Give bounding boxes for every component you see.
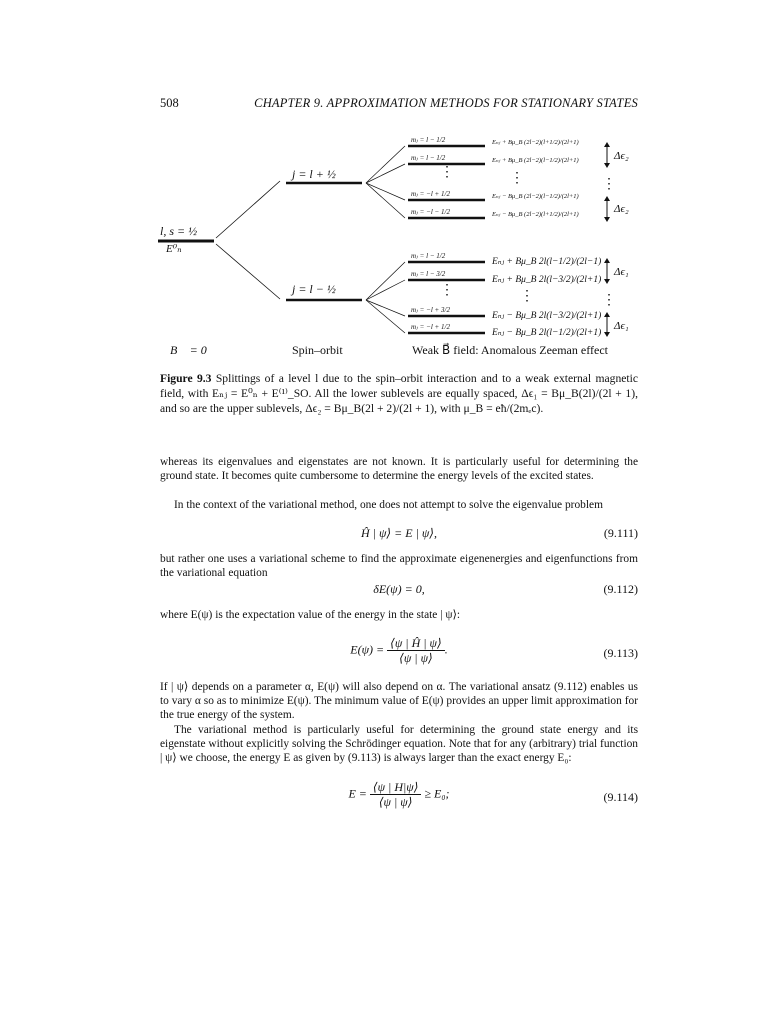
equation-body: δE(ψ) = 0,: [373, 582, 425, 596]
equation-9-113: E(ψ) = $\frac{⟨\psi | Ĥ | \psi⟩}{⟨\psi | \psi⟩}$ . (9.113): [350, 636, 638, 665]
paragraph-4: where E(ψ) is the expectation value of the energy in the state | ψ⟩:: [160, 609, 461, 621]
upper-mj-label: mⱼ = l − 1/2: [411, 154, 446, 162]
figure-caption: [160, 371, 638, 416]
lower-mj-label: mⱼ = l − 1/2: [411, 252, 446, 260]
fan-lower-2: [366, 280, 405, 300]
zeeman-splitting-diagram: [150, 128, 630, 360]
lower-mj-label: mⱼ = l − 3/2: [411, 270, 446, 278]
vertical-ellipsis-delta-lower: ⋮: [602, 293, 616, 308]
caption-label: Figure 9.3: [160, 372, 212, 385]
branch-upper: [216, 181, 280, 238]
equation-number: (9.111): [603, 526, 638, 540]
upper-energy-label: Eₙⱼ − Bμ_B (2l−2)(l−1/2)/(2l+1): [492, 193, 579, 200]
paragraph-1: whereas its eigenvalues and eigenstates are not known. It is particularly useful for determining the ground state. It becomes quite cumbersome to determine the energy levels of the excited states.: [160, 456, 638, 483]
vertical-ellipsis-energy-upper: ⋮: [510, 171, 524, 186]
lower-mj-label: mⱼ = −l + 1/2: [411, 323, 450, 331]
stage-label-spin-orbit: Spin–orbit: [292, 343, 343, 357]
fan-upper-3: [366, 183, 405, 200]
equation-body: Ĥ | ψ⟩ = E | ψ⟩,: [361, 526, 437, 540]
lower-energy-label: Eₙⱼ − Bμ_B 2l(l−1/2)/(2l+1): [492, 328, 602, 338]
equation-number: (9.112): [603, 582, 638, 596]
fan-lower-3: [366, 300, 405, 316]
upper-j-label: j = l + ½: [292, 167, 336, 181]
equation-fraction: [387, 636, 445, 665]
upper-energy-label: Eₙⱼ − Bμ_B (2l−2)(l+1/2)/(2l+1): [492, 211, 579, 218]
branch-lower: [216, 244, 280, 299]
lower-mj-label: mⱼ = −l + 3/2: [411, 306, 450, 314]
delta-eps2-label: Δϵ₂: [614, 150, 629, 162]
paragraph-5: If | ψ⟩ depends on a parameter α, E(ψ) will also depend on α. The variational ansatz (9.112) enables us to vary α so as to minimize E(ψ). The minimum value of E(ψ) provides an upper limit approximation for the true energy of the system.: [160, 681, 638, 722]
vertical-ellipsis-energy-lower: ⋮: [520, 289, 534, 304]
delta-eps1-label: Δϵ₁: [614, 320, 629, 332]
fan-lower-4: [366, 300, 405, 333]
paragraph-2: In the context of the variational method, one does not attempt to solve the eigenvalue problem: [174, 499, 603, 511]
vertical-ellipsis-upper: ⋮: [440, 165, 454, 180]
level-energy: E⁰ₙ: [166, 243, 182, 255]
equation-9-112: [160, 582, 638, 602]
vertical-ellipsis-lower: ⋮: [440, 283, 454, 298]
fraction-numerator: ⟨ψ | Ĥ | ψ⟩: [387, 636, 445, 651]
equation-9-114: [160, 780, 638, 816]
upper-energy-label: Eₙⱼ + Bμ_B (2l−2)(l−1/2)/(2l+1): [492, 157, 579, 164]
equation-number: (9.113): [603, 646, 638, 660]
paragraph-3: but rather one uses a variational scheme to find the approximate eigenenergies and eigenfunctions from the variational equation: [160, 553, 638, 580]
page-number: 508: [160, 96, 179, 110]
level-label: l, s = ½: [160, 224, 198, 238]
equation-fraction: [370, 780, 422, 809]
delta-eps2-label: Δϵ₂: [614, 203, 629, 215]
delta-eps1-label: Δϵ₁: [614, 266, 629, 278]
equation-9-111: [160, 526, 638, 546]
fraction-numerator: ⟨ψ | H|ψ⟩: [370, 780, 422, 795]
fan-upper-4: [366, 183, 405, 218]
fan-upper-2: [366, 164, 405, 183]
paragraph-6: The variational method is particularly useful for determining the ground state energy and its eigenstate without explicitly solving the Schrödinger equation. Note that for any (arbitrary) trial function | ψ⟩ we choose, the energy E as given by (9.113) is always larger than the exact energy E₀:: [160, 724, 638, 765]
upper-energy-label: Eₙⱼ + Bμ_B (2l−2)(l+1/2)/(2l+1): [492, 139, 579, 146]
lower-energy-label: Eₙⱼ + Bμ_B 2l(l−3/2)/(2l+1): [492, 275, 602, 285]
stage-label-no-field: B⃗ = 0: [170, 343, 207, 357]
equation-lhs: E(ψ) =: [350, 642, 385, 657]
equation-number: (9.114): [603, 790, 638, 804]
caption-text: Splittings of a level l due to the spin–orbit interaction and to a weak external magnetic field, with Eₙⱼ = E⁰ₙ + E⁽¹⁾_SO. All the lower sublevels are equally spaced, Δϵ₁ = Bμ_B(2l)/(2l + 1), and so are the upper sublevels, Δϵ₂ = Bμ_B(2l + 2)/(2l + 1), with μ_B = eħ/(2mₑc).: [160, 372, 638, 415]
upper-mj-label: mⱼ = −l − 1/2: [411, 208, 450, 216]
upper-mj-label: mⱼ = l − 1/2: [411, 136, 446, 144]
lower-j-label: j = l − ½: [292, 282, 336, 296]
stage-label-zeeman: Weak B⃗ field: Anomalous Zeeman effect: [412, 343, 608, 357]
fan-lower-1: [366, 262, 405, 300]
fraction-denominator: ⟨ψ | ψ⟩: [399, 651, 433, 665]
fan-upper-1: [366, 146, 405, 183]
equation-rhs: ≥ E₀;: [424, 786, 450, 801]
lower-energy-label: Eₙⱼ − Bμ_B 2l(l−3/2)/(2l+1): [492, 311, 602, 321]
upper-mj-label: mⱼ = −l + 1/2: [411, 190, 450, 198]
chapter-title: CHAPTER 9. APPROXIMATION METHODS FOR STATIONARY STATES: [254, 96, 638, 110]
equation-lhs: E =: [348, 786, 367, 801]
page-header: [160, 96, 638, 114]
lower-energy-label: Eₙⱼ + Bμ_B 2l(l−1/2)/(2l−1): [492, 257, 602, 267]
fraction-denominator: ⟨ψ | ψ⟩: [378, 795, 413, 809]
vertical-ellipsis-delta-upper: ⋮: [602, 177, 616, 192]
